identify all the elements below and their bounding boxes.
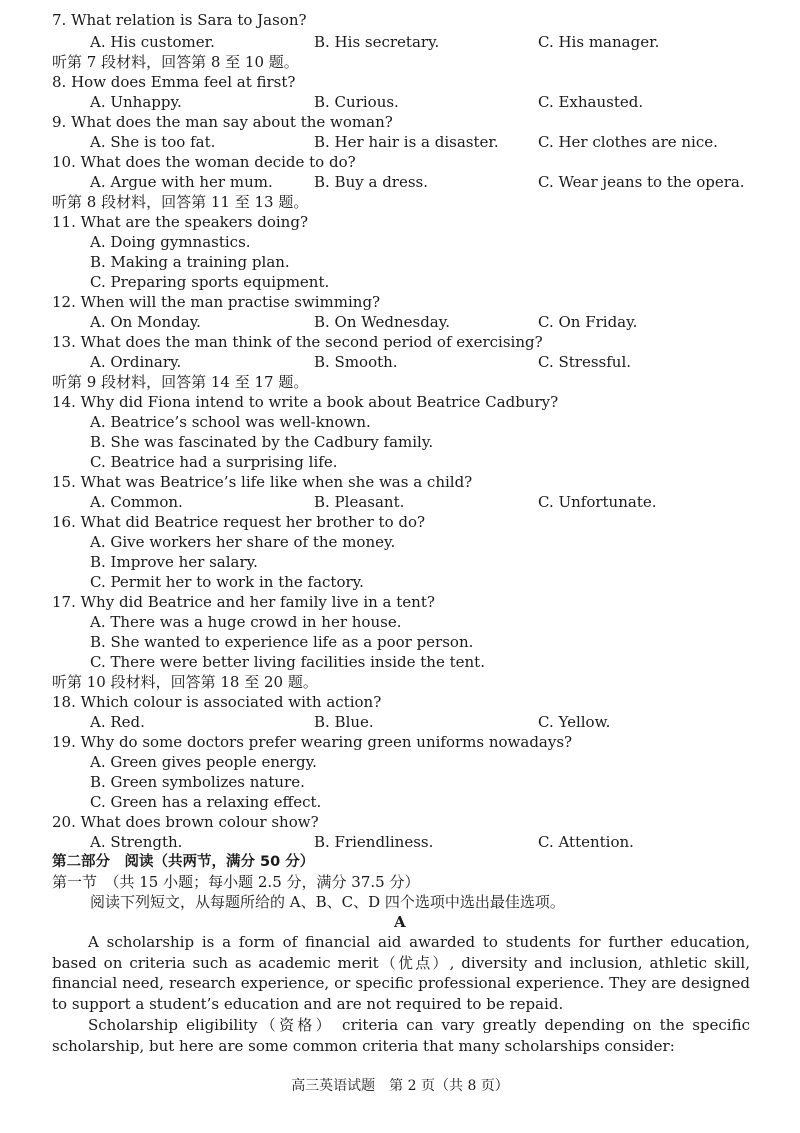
option-19c: C. Green has a relaxing effect. [90, 793, 322, 811]
option-13a: A. Ordinary. [90, 353, 182, 371]
option-19a: A. Green gives people energy. [90, 753, 317, 771]
option-8c: C. Exhausted. [538, 93, 644, 111]
option-12b: B. On Wednesday. [314, 313, 450, 331]
passage-label: A [394, 913, 406, 931]
option-8a: A. Unhappy. [90, 93, 182, 111]
listening-header-seg10: 听第 10 段材料，回答第 18 至 20 题。 [52, 673, 318, 691]
listening-header-seg9: 听第 9 段材料，回答第 14 至 17 题。 [52, 373, 309, 391]
option-11b: B. Making a training plan. [90, 253, 290, 271]
part-two-title: 第二部分 阅读（共两节，满分 50 分） [52, 854, 315, 870]
option-15b: B. Pleasant. [314, 493, 405, 511]
option-9c: C. Her clothes are nice. [538, 133, 718, 151]
option-17a: A. There was a huge crowd in her house. [90, 613, 402, 631]
option-11a: A. Doing gymnastics. [90, 233, 251, 251]
passage-paragraph-2: Scholarship eligibility（资格） criteria can vary greatly depending on the specific scholarship, but here are some common criteria that many scholarships consider: [52, 1016, 750, 1055]
question-17: 17. Why did Beatrice and her family live in a tent? [52, 593, 435, 611]
option-11c: C. Preparing sports equipment. [90, 273, 330, 291]
option-17c: C. There were better living facilities inside the tent. [90, 653, 485, 671]
option-9a: A. She is too fat. [90, 133, 216, 151]
option-10a: A. Argue with her mum. [90, 173, 273, 191]
option-7c: C. His manager. [538, 33, 660, 51]
option-18b: B. Blue. [314, 713, 374, 731]
question-10: 10. What does the woman decide to do? [52, 153, 356, 171]
option-12c: C. On Friday. [538, 313, 638, 331]
option-17b: B. She wanted to experience life as a poor person. [90, 633, 474, 651]
question-14: 14. Why did Fiona intend to write a book about Beatrice Cadbury? [52, 393, 559, 411]
option-16b: B. Improve her salary. [90, 553, 258, 571]
option-7b: B. His secretary. [314, 33, 440, 51]
option-20b: B. Friendliness. [314, 833, 434, 851]
section-one-title: 第一节 （共 15 小题；每小题 2.5 分，满分 37.5 分） [52, 873, 420, 891]
option-18a: A. Red. [90, 713, 145, 731]
question-8: 8. How does Emma feel at first? [52, 73, 296, 91]
option-9b: B. Her hair is a disaster. [314, 133, 499, 151]
option-15c: C. Unfortunate. [538, 493, 657, 511]
option-14a: A. Beatrice’s school was well-known. [90, 413, 371, 431]
question-20: 20. What does brown colour show? [52, 813, 319, 831]
option-12a: A. On Monday. [90, 313, 201, 331]
question-7: 7. What relation is Sara to Jason? [52, 11, 307, 29]
option-10c: C. Wear jeans to the opera. [538, 173, 745, 191]
option-18c: C. Yellow. [538, 713, 611, 731]
page-footer: 高三英语试题 第 2 页（共 8 页） [291, 1078, 509, 1094]
option-13b: B. Smooth. [314, 353, 398, 371]
passage-paragraph-1: A scholarship is a form of financial aid awarded to students for further education, based on criteria such as academic merit（优点）, diversity and inclusion, athletic skill, financial need, research experience, or specific professional experience. They are designed to support a student’s education and are not required to be repaid. [52, 933, 750, 1013]
option-8b: B. Curious. [314, 93, 399, 111]
question-9: 9. What does the man say about the woman? [52, 113, 393, 131]
option-14b: B. She was fascinated by the Cadbury family. [90, 433, 434, 451]
option-16c: C. Permit her to work in the factory. [90, 573, 364, 591]
option-7a: A. His customer. [90, 33, 215, 51]
option-15a: A. Common. [90, 493, 183, 511]
question-11: 11. What are the speakers doing? [52, 213, 308, 231]
listening-header-seg7: 听第 7 段材料，回答第 8 至 10 题。 [52, 53, 299, 71]
question-16: 16. What did Beatrice request her brother to do? [52, 513, 426, 531]
option-20c: C. Attention. [538, 833, 634, 851]
option-20a: A. Strength. [90, 833, 183, 851]
reading-instruction: 阅读下列短文，从每题所给的 A、B、C、D 四个选项中选出最佳选项。 [90, 893, 565, 911]
question-18: 18. Which colour is associated with action? [52, 693, 382, 711]
option-10b: B. Buy a dress. [314, 173, 429, 191]
option-16a: A. Give workers her share of the money. [90, 533, 396, 551]
question-13: 13. What does the man think of the second period of exercising? [52, 333, 543, 351]
question-12: 12. When will the man practise swimming? [52, 293, 381, 311]
option-14c: C. Beatrice had a surprising life. [90, 453, 338, 471]
listening-header-seg8: 听第 8 段材料，回答第 11 至 13 题。 [52, 193, 309, 211]
option-19b: B. Green symbolizes nature. [90, 773, 305, 791]
question-19: 19. Why do some doctors prefer wearing green uniforms nowadays? [52, 733, 573, 751]
question-15: 15. What was Beatrice’s life like when she was a child? [52, 473, 473, 491]
option-13c: C. Stressful. [538, 353, 632, 371]
